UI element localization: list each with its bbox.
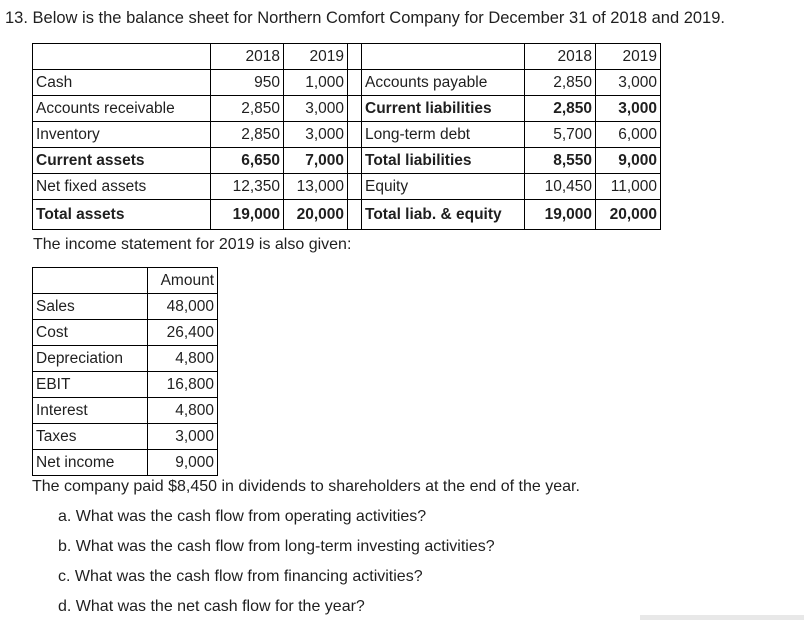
header-year-2019: 2019 xyxy=(596,44,661,70)
dividends-text: The company paid $8,450 in dividends to shareholders at the end of the year. xyxy=(32,478,580,495)
spacer-cell xyxy=(348,148,362,174)
asset-2019: 3,000 xyxy=(284,122,348,148)
header-cell xyxy=(362,44,525,70)
header-year-2018: 2018 xyxy=(525,44,596,70)
balance-sheet-row xyxy=(33,148,661,174)
asset-2019: 3,000 xyxy=(284,96,348,122)
liability-label: Total liab. & equity xyxy=(362,200,525,230)
liability-2019: 20,000 xyxy=(596,200,661,230)
income-amount: 4,800 xyxy=(148,398,218,424)
income-header-amount: Amount xyxy=(148,268,218,294)
header-cell xyxy=(33,44,211,70)
asset-2018: 950 xyxy=(211,70,284,96)
income-row xyxy=(33,424,218,450)
balance-sheet-header-row xyxy=(33,44,661,70)
income-statement-table xyxy=(32,267,218,476)
question-b: b. What was the cash flow from long-term investing activities? xyxy=(58,538,495,555)
balance-sheet-table xyxy=(32,43,661,230)
income-amount: 3,000 xyxy=(148,424,218,450)
question-title: 13. Below is the balance sheet for Northern Comfort Company for December 31 of 2018 and 2019. xyxy=(5,9,725,27)
income-label: EBIT xyxy=(33,372,148,398)
spacer-cell xyxy=(348,96,362,122)
asset-2019: 13,000 xyxy=(284,174,348,200)
balance-sheet-row xyxy=(33,200,661,230)
header-year-2019: 2019 xyxy=(284,44,348,70)
income-amount: 16,800 xyxy=(148,372,218,398)
income-label: Interest xyxy=(33,398,148,424)
income-amount: 4,800 xyxy=(148,346,218,372)
income-amount: 48,000 xyxy=(148,294,218,320)
liability-label: Current liabilities xyxy=(362,96,525,122)
liability-label: Accounts payable xyxy=(362,70,525,96)
liability-2019: 9,000 xyxy=(596,148,661,174)
asset-label: Current assets xyxy=(33,148,211,174)
income-row xyxy=(33,398,218,424)
liability-label: Total liabilities xyxy=(362,148,525,174)
asset-2019: 7,000 xyxy=(284,148,348,174)
income-row xyxy=(33,450,218,476)
asset-2018: 2,850 xyxy=(211,96,284,122)
income-label: Taxes xyxy=(33,424,148,450)
asset-label: Net fixed assets xyxy=(33,174,211,200)
asset-label: Accounts receivable xyxy=(33,96,211,122)
income-amount: 26,400 xyxy=(148,320,218,346)
liability-2019: 11,000 xyxy=(596,174,661,200)
income-header-cell xyxy=(33,268,148,294)
asset-2018: 6,650 xyxy=(211,148,284,174)
liability-2018: 5,700 xyxy=(525,122,596,148)
spacer-cell xyxy=(348,200,362,230)
income-label: Cost xyxy=(33,320,148,346)
asset-2018: 2,850 xyxy=(211,122,284,148)
asset-2018: 12,350 xyxy=(211,174,284,200)
asset-label: Inventory xyxy=(33,122,211,148)
asset-2019: 1,000 xyxy=(284,70,348,96)
income-intro: The income statement for 2019 is also given: xyxy=(33,236,352,253)
asset-label: Cash xyxy=(33,70,211,96)
income-amount: 9,000 xyxy=(148,450,218,476)
asset-2018: 19,000 xyxy=(211,200,284,230)
asset-label: Total assets xyxy=(33,200,211,230)
scroll-shadow xyxy=(640,615,804,620)
spacer-cell xyxy=(348,70,362,96)
income-row xyxy=(33,320,218,346)
income-label: Sales xyxy=(33,294,148,320)
balance-sheet-row xyxy=(33,96,661,122)
liability-2019: 3,000 xyxy=(596,70,661,96)
balance-sheet-row xyxy=(33,174,661,200)
income-label: Net income xyxy=(33,450,148,476)
spacer-cell xyxy=(348,44,362,70)
header-year-2018: 2018 xyxy=(211,44,284,70)
asset-2019: 20,000 xyxy=(284,200,348,230)
question-c: c. What was the cash flow from financing activities? xyxy=(58,568,423,585)
liability-2018: 2,850 xyxy=(525,96,596,122)
spacer-cell xyxy=(348,174,362,200)
liability-2018: 2,850 xyxy=(525,70,596,96)
liability-2019: 6,000 xyxy=(596,122,661,148)
income-label: Depreciation xyxy=(33,346,148,372)
liability-label: Long-term debt xyxy=(362,122,525,148)
balance-sheet-row xyxy=(33,122,661,148)
spacer-cell xyxy=(348,122,362,148)
income-header-row xyxy=(33,268,218,294)
balance-sheet-row xyxy=(33,70,661,96)
income-row xyxy=(33,294,218,320)
liability-2018: 8,550 xyxy=(525,148,596,174)
liability-2018: 19,000 xyxy=(525,200,596,230)
liability-2018: 10,450 xyxy=(525,174,596,200)
liability-2019: 3,000 xyxy=(596,96,661,122)
liability-label: Equity xyxy=(362,174,525,200)
income-row xyxy=(33,372,218,398)
question-a: a. What was the cash flow from operating activities? xyxy=(58,508,427,525)
income-row xyxy=(33,346,218,372)
question-d: d. What was the net cash flow for the year? xyxy=(58,598,365,615)
